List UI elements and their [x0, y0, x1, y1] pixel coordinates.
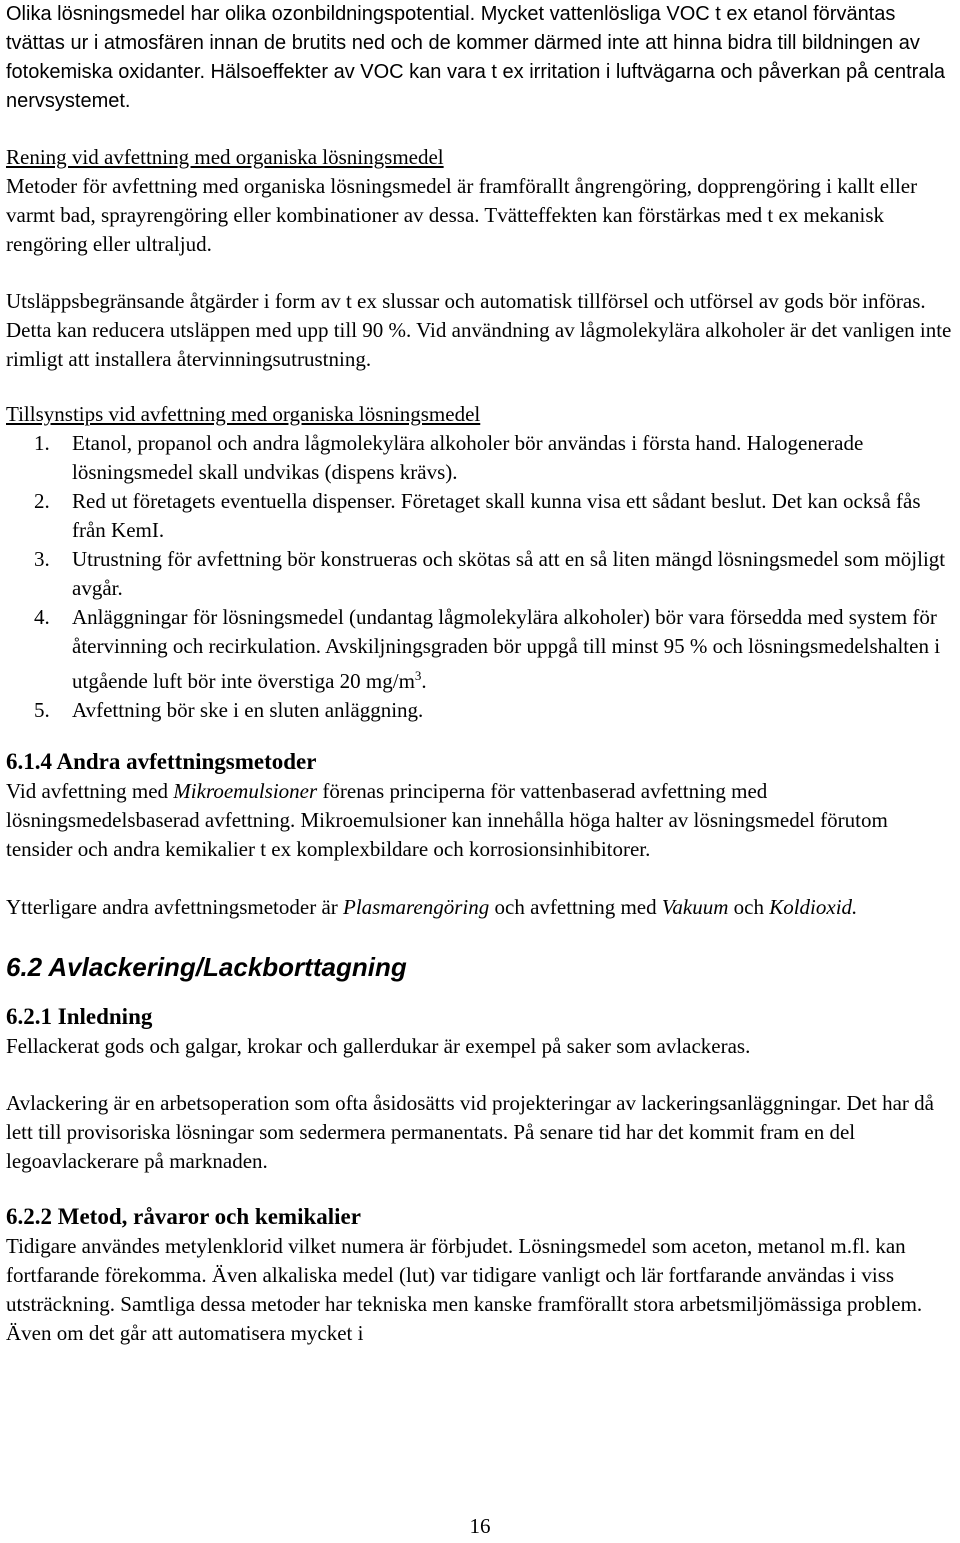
list-item-text: Avfettning bör ske i en sluten anläggning.	[72, 698, 424, 722]
emphasis: Koldioxid.	[769, 895, 858, 919]
list-item	[6, 603, 956, 696]
document-page	[6, 0, 956, 1348]
intro-paragraph: Olika lösningsmedel har olika ozonbildningspotential. Mycket vattenlösliga VOC t ex etanol förväntas tvättas ur i atmosfären innan de brutits ned och de kommer därmed inte att hinna bidra till bildningen av fotokemiska oxidanter. Hälsoeffekter av VOC kan vara t ex irritation i luftvägarna och påverkan på centrala nervsystemet.	[6, 3, 946, 112]
list-item-text: Etanol, propanol och andra lågmolekylära alkoholer bör användas i första hand. Halogenerade lösningsmedel skall undvikas (dispens krävs).	[72, 431, 864, 484]
list-item-text: Anläggningar för lösningsmedel (undantag lågmolekylära alkoholer) bör vara försedda med system för återvinning och recirkulation. Avskiljningsgraden bör uppgå till minst 95 % och lösningsmedelshalten i utgående luft bör inte överstiga 20 mg/m	[72, 605, 941, 693]
list-item-end: .	[421, 669, 427, 693]
list-item-text: Red ut företagets eventuella dispenser. Företaget skall kunna visa ett sådant beslut. Det kan också fås från KemI.	[72, 489, 921, 542]
list-item	[6, 487, 956, 545]
list-item-number: 5.	[34, 698, 50, 722]
tips-heading: Tillsynstips vid avfettning med organiska lösningsmedel	[6, 402, 481, 426]
superscript: 3	[414, 668, 422, 683]
rening-heading: Rening vid avfettning med organiska lösningsmedel	[6, 145, 444, 169]
section-heading-6-1-4: 6.1.4 Andra avfettningsmetoder	[6, 749, 317, 774]
emphasis: Vakuum	[661, 895, 729, 919]
list-item	[6, 696, 956, 725]
inledning-paragraph-2: Avlackering är en arbetsoperation som ofta åsidosätts vid projekteringar av lackeringsanläggningar. Det har då lett till provisoriska lösningar som sedermera permanentats. På senare tid har det kommit fram en del legoavlackerare på marknaden.	[6, 1091, 934, 1173]
section-heading-6-2-2: 6.2.2 Metod, råvaror och kemikalier	[6, 1204, 361, 1229]
list-item-number: 2.	[34, 489, 50, 513]
text: förenas principerna för vattenbaserad avfettning med lösningsmedelsbaserad avfettning. Mikroemulsioner kan innehålla höga halter av lösningsmedel förutom tensider och andra kemikalier t ex komplexbildare och korrosionsinhibitorer.	[6, 779, 888, 861]
text: Ytterligare andra avfettningsmetoder är	[6, 895, 344, 919]
list-item	[6, 429, 956, 487]
page-number: 16	[469, 1514, 491, 1538]
rening-paragraph: Metoder för avfettning med organiska lösningsmedel är framförallt ångrengöring, dopprengöring i kallt eller varmt bad, sprayrengöring eller kombinationer av dessa. Tvätteffekten kan förstärkas med t ex mekanisk rengöring eller ultraljud.	[6, 174, 918, 256]
mikroemulsion-paragraph	[6, 777, 956, 864]
emphasis: Mikroemulsioner	[173, 779, 318, 803]
list-item-text-wrapper	[72, 603, 956, 696]
list-item-number: 4.	[34, 605, 50, 629]
list-item-number: 3.	[34, 547, 50, 571]
section-heading-6-2: 6.2 Avlackering/Lackborttagning	[6, 952, 407, 982]
section-heading-6-2-1: 6.2.1 Inledning	[6, 1004, 153, 1029]
text: Vid avfettning med	[6, 779, 174, 803]
list-item-text: Utrustning för avfettning bör konstrueras och skötas så att en så liten mängd lösningsmedel som möjligt avgår.	[72, 547, 946, 600]
list-item-number: 1.	[34, 431, 50, 455]
inledning-paragraph-1: Fellackerat gods och galgar, krokar och gallerdukar är exempel på saker som avlackeras.	[6, 1034, 751, 1058]
tips-list	[6, 429, 956, 725]
emphasis: Plasmarengöring	[343, 895, 490, 919]
ytterligare-paragraph	[6, 893, 956, 922]
metod-paragraph: Tidigare användes metylenklorid vilket numera är förbjudet. Lösningsmedel som aceton, metanol m.fl. kan fortfarande förekomma. Även alkaliska medel (lut) var tidigare vanligt och lär fortfarande användas i viss utsträckning. Samtliga dessa metoder har tekniska men kanske framförallt stora arbetsmiljömässiga problem. Även om det går att automatisera mycket i	[6, 1234, 923, 1345]
text: och	[728, 895, 770, 919]
utslapp-paragraph: Utsläppsbegränsande åtgärder i form av t ex slussar och automatisk tillförsel och utförsel av gods bör införas. Detta kan reducera utsläppen med upp till 90 %. Vid användning av lågmolekylära alkoholer är det vanligen inte rimligt att installera återvinningsutrustning.	[6, 289, 952, 371]
list-item	[6, 545, 956, 603]
text: och avfettning med	[489, 895, 662, 919]
